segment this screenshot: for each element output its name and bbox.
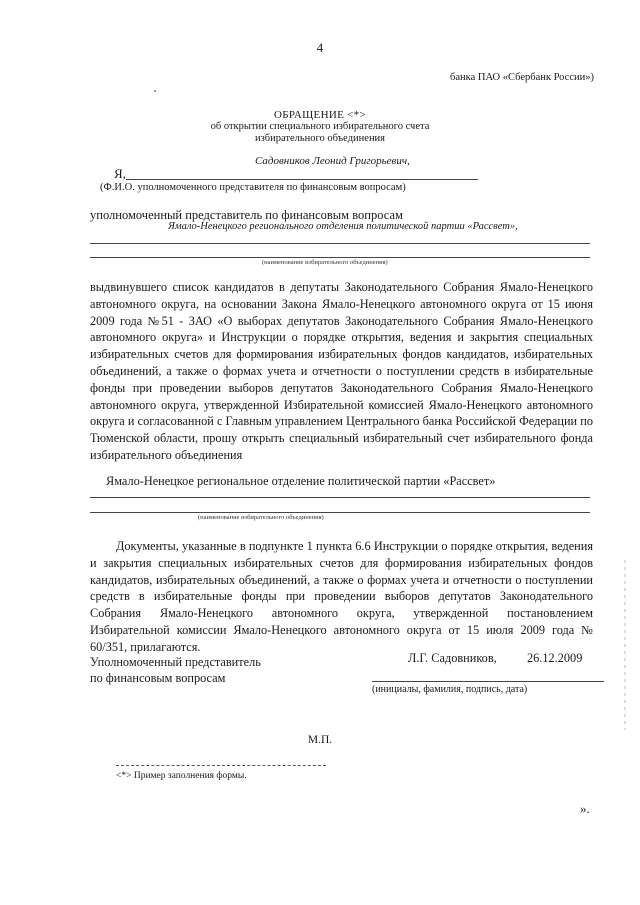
document-title: ОБРАЩЕНИЕ <*> [274, 109, 366, 121]
signature-name: Л.Г. Садовников, [408, 651, 497, 665]
representative-role: уполномоченный представитель по финансовым вопросам [90, 208, 403, 222]
signature-date: 26.12.2009 [527, 651, 583, 665]
party-name-line1: Ямало-Ненецкого регионального отделения политической партии «Рассвет», [168, 221, 518, 232]
document-subtitle-2: избирательного объединения [254, 133, 386, 144]
closing-quote: ». [580, 801, 590, 816]
caption-signature: (инициалы, фамилия, подпись, дата) [372, 684, 528, 695]
party-underline-2 [90, 257, 590, 258]
page-number: 4 [316, 40, 324, 55]
fio-underline [126, 179, 478, 180]
footnote-separator [116, 765, 326, 766]
party2-underline-1 [90, 497, 590, 498]
caption-party-2: (наименование избирательного объединения) [198, 514, 324, 521]
documents-paragraph: Документы, указанные в подпункте 1 пункта 6.6 Инструкции о порядке открытия, ведения и закрытия специальных избирательных счетов для формирования избирательных фондов кандидатов, избирательных объединений, а также о формах учета и отчетности о поступлении средств в избирательные фонды при проведении выборов депутатов Законодательного Собрания Ямало-Ненецкого автономного округа, утвержденной постановлением Избирательной комиссии Ямало-Ненецкого автономного округа от 15 июля 2009 года № 60/351, прилагаются. [90, 539, 593, 654]
scan-edge-mark [618, 560, 632, 730]
stamp-place: М.П. [307, 734, 333, 746]
signature-underline [372, 681, 604, 682]
ya-label: Я, [114, 166, 126, 181]
party2-underline-2 [90, 512, 590, 513]
representative-name: Садовников Леонид Григорьевич, [255, 155, 410, 167]
footnote: <*> Пример заполнения формы. [116, 771, 247, 781]
scan-speck [154, 90, 156, 92]
party-name-line2: Ямало-Ненецкое региональное отделение политической партии «Рассвет» [106, 474, 496, 488]
main-paragraph: выдвинувшего список кандидатов в депутаты Законодательного Собрания Ямало-Ненецкого автономного округа, на основании Закона Ямало-Ненецкого автономного округа от 15 июня 2009 года №51 - ЗАО «О выборах депутатов Законодательного Собрания Ямало-Ненецкого автономного округа» и Инструкции о порядке открытия, ведения и закрытия специальных избирательных счетов для формирования избирательных фондов кандидатов, избирательных объединений, а также о формах учета и отчетности о поступлении средств в избирательные фонды при проведении выборов депутатов Законодательного Собрания Ямало-Ненецкого автономного округа, утвержденной Избирательной комиссией Ямало-Ненецкого автономного округа и согласованной с Главным управлением Центрального банка Российской Федерации по Тюменской области, прошу открыть специальный избирательный счет избирательного фонда избирательного объединения [90, 280, 593, 462]
bank-header: банка ПАО «Сбербанк России») [450, 72, 594, 83]
party-underline-1 [90, 243, 590, 244]
signature-label-1: Уполномоченный представитель [90, 655, 261, 669]
document-subtitle-1: об открытии специального избирательного счета [210, 121, 430, 132]
caption-party-1: (наименование избирательного объединения) [262, 259, 388, 266]
signature-label-2: по финансовым вопросам [90, 671, 226, 685]
caption-fio: (Ф.И.О. уполномоченного представителя по финансовым вопросам) [100, 182, 406, 193]
